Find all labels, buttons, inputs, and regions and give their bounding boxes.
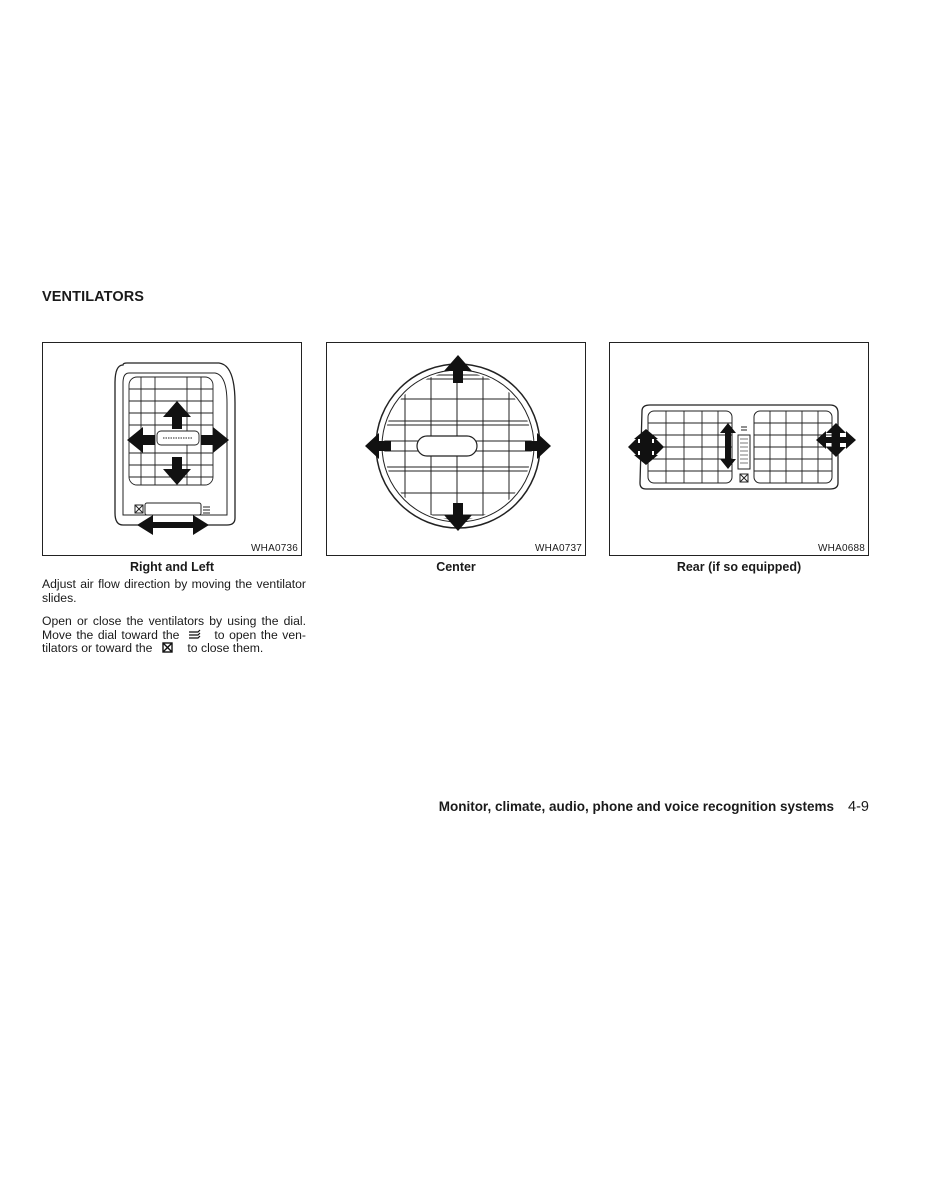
side-vent-illustration [43,343,301,555]
rear-vent-illustration [610,343,868,555]
page-footer [439,799,869,815]
figure-code: WHA0736 [251,543,298,554]
chapter-title: Monitor, climate, audio, phone and voice recognition systems [438,799,835,814]
figure-rear-vent [609,342,869,556]
body-paragraph-1: Adjust air flow direction by moving the ventilator slides. [42,577,306,605]
figure-code: WHA0688 [818,543,865,554]
p2-end: to close them. [187,641,264,655]
page-number: 4-9 [848,799,869,815]
round-vent-illustration [327,343,585,555]
figure-caption: Rear (if so equipped) [676,560,802,574]
body-paragraph-2 [42,615,306,656]
figure-round-vent [326,342,586,556]
figure-caption: Right and Left [129,560,214,574]
vent-open-icon [188,629,202,641]
p2-mid: to open the ven-tilators or toward the [42,627,306,655]
vent-close-icon [161,642,175,654]
figure-code: WHA0737 [535,543,582,554]
figure-side-vent [42,342,302,556]
figure-caption: Center [436,560,476,574]
p2-start: Open or close the ventilators by using the dial. Move the dial toward the [42,614,306,642]
section-heading: VENTILATORS [42,289,145,305]
